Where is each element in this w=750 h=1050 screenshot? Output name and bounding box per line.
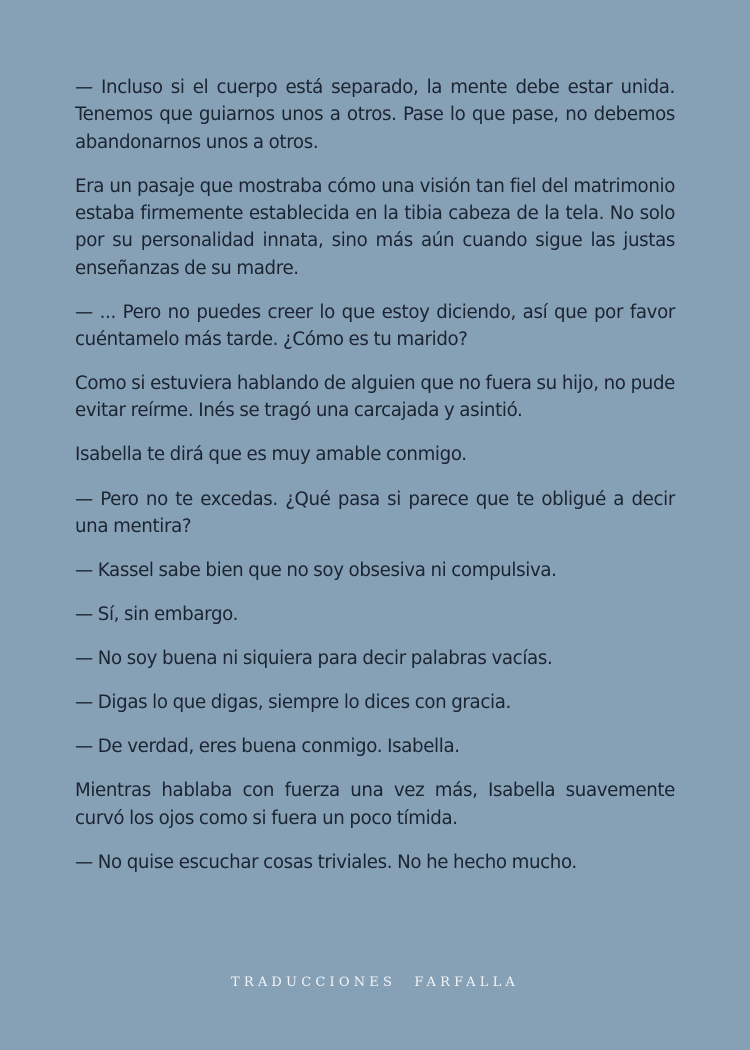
paragraph: — ... Pero no puedes creer lo que estoy diciendo, así que por favor cuéntamelo más tarde. ¿Cómo es tu marido? <box>75 301 675 350</box>
paragraph: — De verdad, eres buena conmigo. Isabella. <box>75 736 460 758</box>
paragraph: Era un pasaje que mostraba cómo una visión tan fiel del matrimonio estaba firmemente establecida en la tibia cabeza de la tela. No solo por su personalidad innata, sino más aún cuando sigue las justas enseñanzas de su madre. <box>75 175 675 279</box>
paragraph: — Kassel sabe bien que no soy obsesiva ni compulsiva. <box>75 559 557 581</box>
paragraph: — Sí, sin embargo. <box>75 604 239 626</box>
paragraph: — No quise escuchar cosas triviales. No he hecho mucho. <box>75 851 577 873</box>
page-body <box>75 74 675 893</box>
paragraph: — No soy buena ni siquiera para decir palabras vacías. <box>75 648 553 670</box>
paragraph: — Incluso si el cuerpo está separado, la mente debe estar unida. Tenemos que guiarnos unos a otros. Pase lo que pase, no debemos abandonarnos unos a otros. <box>75 77 675 153</box>
footer-credit: TRADUCCIONES FARFALLA <box>230 975 519 990</box>
paragraph: Mientras hablaba con fuerza una vez más, Isabella suavemente curvó los ojos como si fuera un poco tímida. <box>75 780 675 829</box>
paragraph: Como si estuviera hablando de alguien que no fuera su hijo, no pude evitar reírme. Inés se tragó una carcajada y asintió. <box>75 373 675 422</box>
paragraph: Isabella te dirá que es muy amable conmigo. <box>75 444 467 466</box>
paragraph: — Digas lo que digas, siempre lo dices con gracia. <box>75 692 511 714</box>
paragraph: — Pero no te excedas. ¿Qué pasa si parece que te obligué a decir una mentira? <box>75 488 675 537</box>
